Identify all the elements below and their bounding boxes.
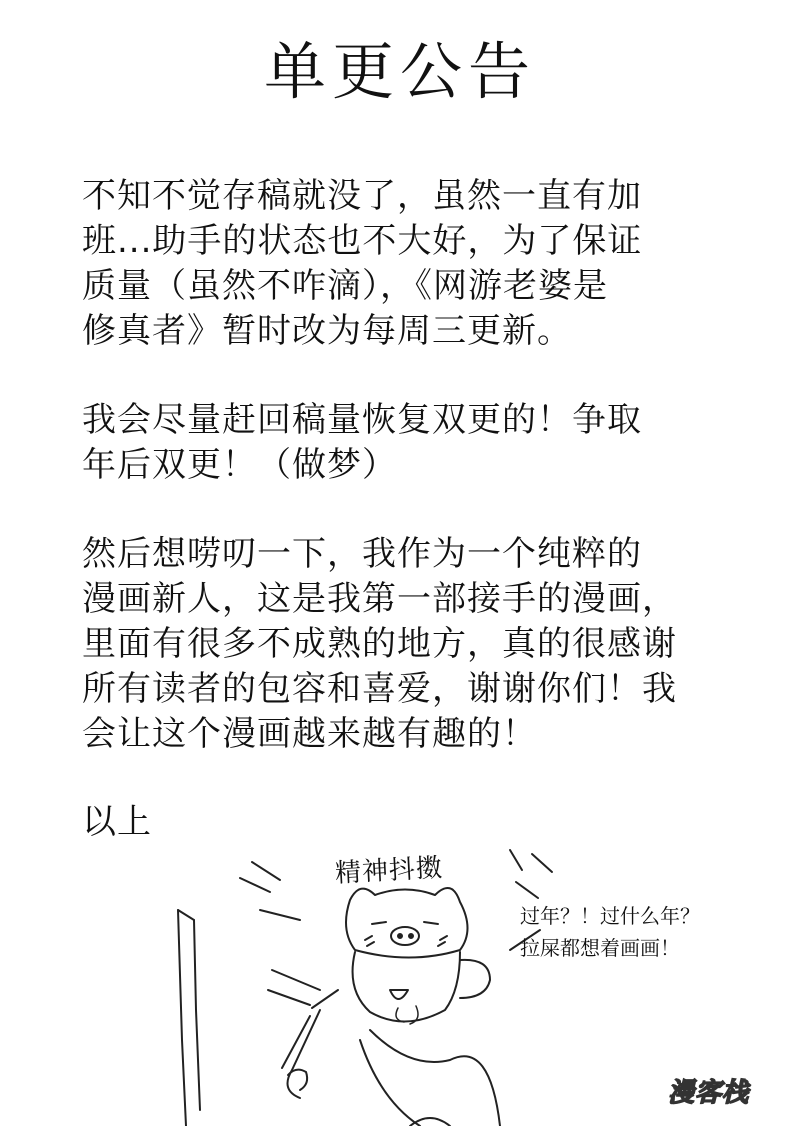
speech-line: 过年？！过什么年？ — [520, 904, 700, 928]
text-line: 我会尽量赶回稿量恢复双更的！争取 — [82, 400, 642, 440]
character-head — [346, 888, 490, 1024]
text-line: 以上 — [82, 802, 152, 842]
watermark-logo: 漫客栈 — [668, 1078, 750, 1108]
text-line: 里面有很多不成熟的地方，真的很感谢 — [82, 624, 677, 664]
text-line: 修真者》暂时改为每周三更新。 — [82, 311, 572, 351]
speech-text — [520, 900, 700, 964]
text-line: 然后想唠叨一下，我作为一个纯粹的 — [82, 534, 642, 574]
speech-line: 拉屎都想着画画！ — [520, 936, 680, 960]
text-line: 所有读者的包容和喜爱，谢谢你们！我 — [82, 669, 677, 709]
paragraph-1 — [82, 174, 722, 354]
paragraph-2 — [82, 398, 722, 488]
monitor-sketch — [178, 910, 200, 1126]
page-title: 单更公告 — [263, 35, 536, 108]
caption-label: 精神抖擞 — [334, 853, 444, 889]
text-line: 不知不觉存稿就没了，虽然一直有加 — [82, 176, 642, 216]
text-line: 会让这个漫画越来越有趣的！ — [82, 714, 537, 754]
paragraph-4 — [82, 800, 722, 845]
text-line: 质量（虽然不咋滴），《网游老婆是 — [82, 266, 608, 306]
paragraph-3 — [82, 532, 722, 757]
text-line: 年后双更！（做梦） — [82, 445, 397, 485]
text-line: 漫画新人，这是我第一部接手的漫画， — [82, 579, 677, 619]
arm-with-pen — [282, 990, 500, 1126]
text-line: 班...助手的状态也不大好，为了保证 — [82, 221, 643, 261]
